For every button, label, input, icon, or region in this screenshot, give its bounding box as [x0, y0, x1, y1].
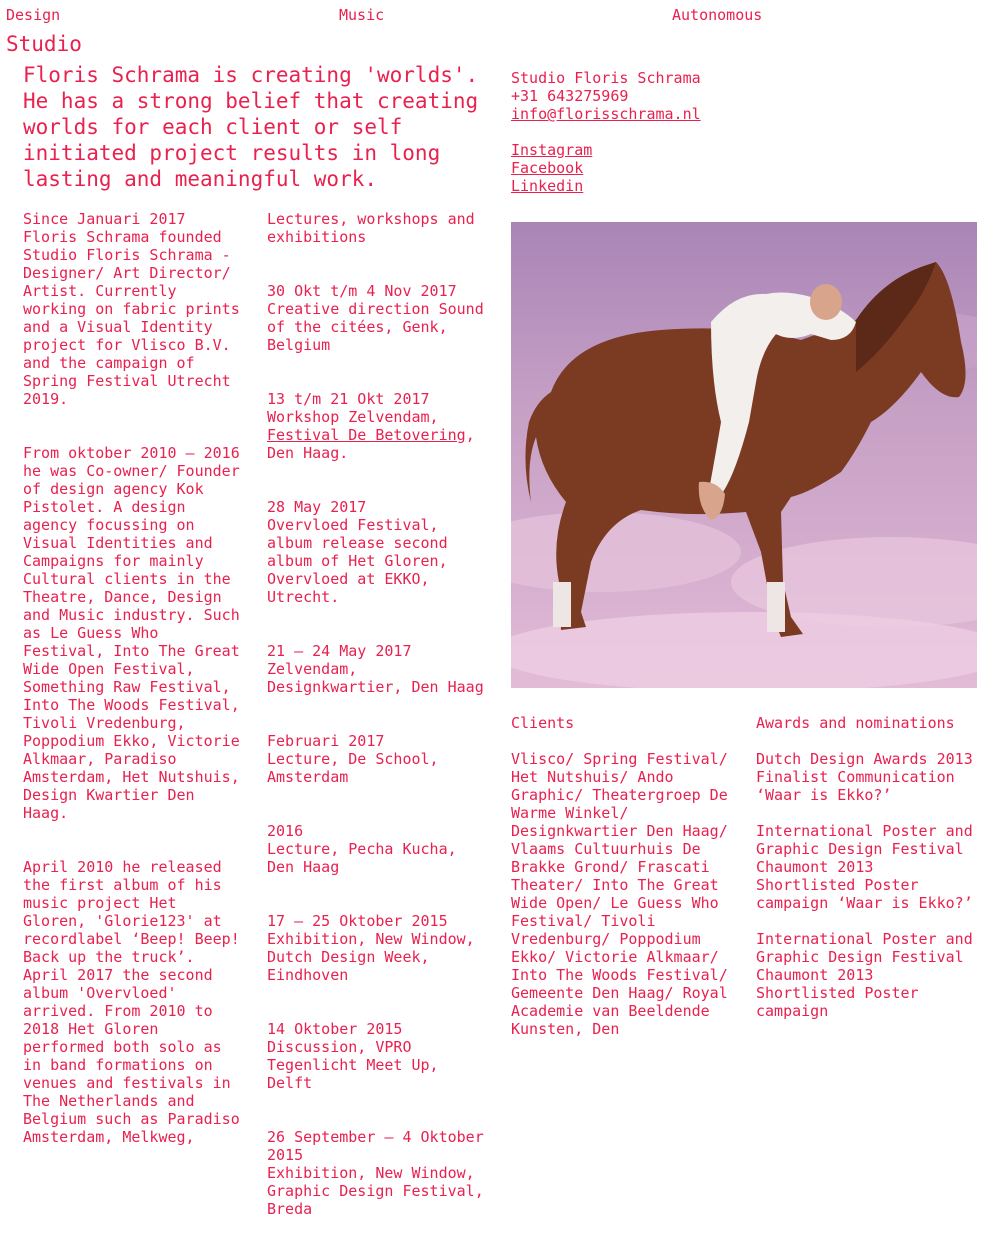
lecture-item-workshop [267, 390, 485, 462]
linkedin-link[interactable]: Linkedin [511, 177, 584, 195]
lecture-item: 26 September – 4 Oktober 2015 Exhibition, New Window, Graphic Design Festival, Breda [267, 1128, 484, 1218]
lecture-text: , Den Haag. [267, 426, 475, 462]
award-item: International Poster and Graphic Design Festival Chaumont 2013 Shortlisted Poster campaign ‘Waar is Ekko?’ [756, 822, 973, 912]
bio-paragraph: April 2010 he released the first album of his music project Het Gloren, 'Glorie123' at recordlabel ‘Beep! Beep! Back up the truck’. April 2017 the second album 'Overvloed' arrived. From 2010 to 2018 Het Gloren performed both solo as in band formations on venues and festivals in The Netherlands and Belgium such as Paradiso Amsterdam, Melkweg, [23, 858, 240, 1146]
phone-number: +31 643275969 [511, 87, 629, 105]
bio-column [23, 192, 241, 1182]
clients-column [511, 714, 731, 1056]
lecture-text: Workshop Zelvendam, [267, 408, 439, 426]
awards-heading: Awards and nominations [756, 714, 955, 732]
facebook-link[interactable]: Facebook [511, 159, 584, 177]
contact-block [511, 69, 701, 195]
bio-paragraph: From oktober 2010 – 2016 he was Co-owner/ Founder of design agency Kok Pistolet. A design agency focussing on Visual Identities and Campaigns for mainly Cultural clients in the Theatre, Dance, Design and Music industry. Such as Le Guess Who Festival, Into The Great Wide Open Festival, Something Raw Festival, Into The Woods Festival, Tivoli Vredenburg, Poppodium Ekko, Victorie Alkmaar, Paradiso Amsterdam, Het Nutshuis, Design Kwartier Den Haag. [23, 444, 240, 822]
nav-design-link[interactable]: Design [6, 6, 61, 24]
horse-rider-illustration [511, 222, 977, 688]
email-link[interactable]: info@florisschrama.nl [511, 105, 701, 123]
bio-paragraph: Since Januari 2017 Floris Schrama founded Studio Floris Schrama - Designer/ Art Director/ Artist. Currently working on fabric prints and a Visual Identity project for Vlisco B.V. and the campaign of Spring Festival Utrecht 2019. [23, 210, 240, 408]
lecture-item: 30 Okt t/m 4 Nov 2017 Creative direction Sound of the citées, Genk, Belgium [267, 282, 484, 354]
lectures-heading: Lectures, workshops and exhibitions [267, 210, 475, 246]
studio-name: Studio Floris Schrama [511, 69, 701, 87]
festival-de-betovering-link[interactable]: Festival De Betovering [267, 426, 466, 444]
lecture-item: 14 Oktober 2015 Discussion, VPRO Tegenlicht Meet Up, Delft [267, 1020, 439, 1092]
lecture-item: 21 – 24 May 2017 Zelvendam, Designkwartier, Den Haag [267, 642, 484, 696]
awards-column [756, 714, 980, 1038]
lectures-column [267, 192, 485, 1254]
lecture-item: 17 – 25 Oktober 2015 Exhibition, New Window, Dutch Design Week, Eindhoven [267, 912, 475, 984]
portrait-photo-horse [511, 222, 977, 688]
lecture-item: 28 May 2017 Overvloed Festival, album release second album of Het Gloren, Overvloed at EKKO, Utrecht. [267, 498, 448, 606]
lecture-item: 2016 Lecture, Pecha Kucha, Den Haag [267, 822, 457, 876]
intro-statement: Floris Schrama is creating 'worlds'. He has a strong belief that creating worlds for each client or self initiated project results in long lasting and meaningful work. [23, 63, 479, 191]
award-item: International Poster and Graphic Design Festival Chaumont 2013 Shortlisted Poster campaign [756, 930, 973, 1020]
page-title: Studio [6, 32, 82, 56]
lecture-item: Februari 2017 Lecture, De School, Amsterdam [267, 732, 439, 786]
award-item: Dutch Design Awards 2013 Finalist Communication ‘Waar is Ekko?’ [756, 750, 973, 804]
instagram-link[interactable]: Instagram [511, 141, 593, 159]
clients-heading: Clients [511, 714, 575, 732]
lecture-date: 13 t/m 21 Okt 2017 [267, 390, 430, 408]
nav-autonomous-link[interactable]: Autonomous [672, 6, 763, 24]
clients-list: Vlisco/ Spring Festival/ Het Nutshuis/ Ando Graphic/ Theatergroep De Warme Winkel/ Designkwartier Den Haag/ Vlaams Cultuurhuis De Brakke Grond/ Frascati Theater/ Into The Great Wide Open/ Le Guess Who Festival/ Tivoli Vredenburg/ Poppodium Ekko/ Victorie Alkmaar/ Into The Woods Festival/ Gemeente Den Haag/ Royal Academie van Beeldende Kunsten, Den [511, 750, 728, 1038]
nav-music-link[interactable]: Music [339, 6, 385, 24]
